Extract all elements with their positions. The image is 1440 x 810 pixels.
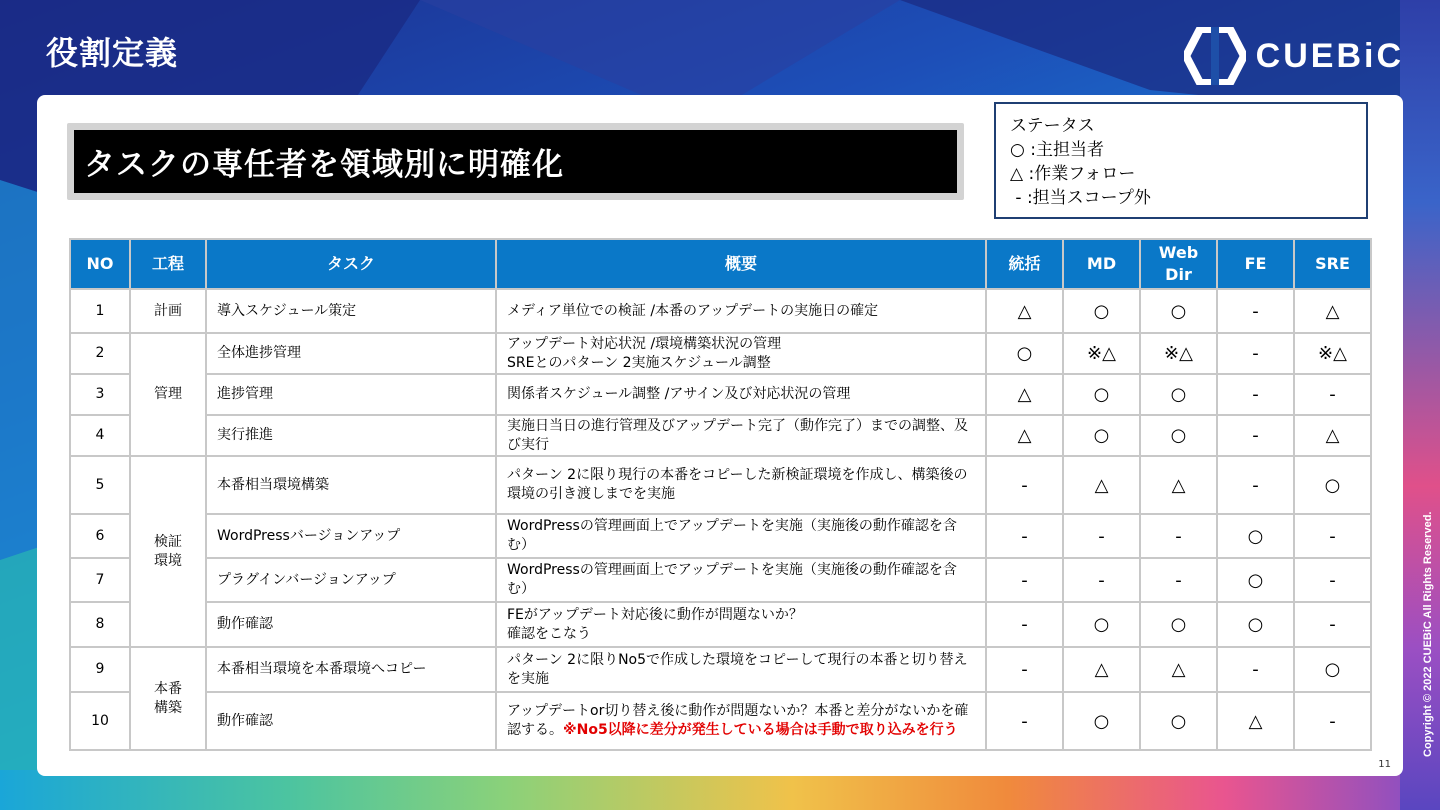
row-no: 10 — [70, 692, 130, 750]
md-status: ‐ — [1063, 558, 1140, 602]
summary-text: アップデートor切り替え後に動作が問題ないか？本番と差分がないかを確認する。 — [507, 703, 969, 738]
summary-cell: パターン 2に限りNo5で作成した環境をコピーして現行の本番と切り替えを実施 — [496, 647, 986, 692]
fe-status: ○ — [1217, 558, 1294, 602]
cuebic-logo-icon — [1184, 27, 1246, 85]
md-status: ○ — [1063, 602, 1140, 647]
table-row — [70, 602, 1371, 647]
lead-status: △ — [986, 289, 1063, 333]
webdir-status: ○ — [1140, 374, 1217, 415]
role-table — [69, 238, 1372, 751]
task-cell: プラグインバージョンアップ — [206, 558, 496, 602]
sre-status: ‐ — [1294, 374, 1371, 415]
task-cell: 導入スケジュール策定 — [206, 289, 496, 333]
fe-status: △ — [1217, 692, 1294, 750]
webdir-status: ‐ — [1140, 558, 1217, 602]
row-no: 3 — [70, 374, 130, 415]
table-row — [70, 415, 1371, 456]
copyright-wrap — [1421, 483, 1439, 769]
summary-cell: WordPressの管理画面上でアップデートを実施（実施後の動作確認を含む） — [496, 558, 986, 602]
row-no: 9 — [70, 647, 130, 692]
task-cell: 本番相当環境を本番環境へコピー — [206, 647, 496, 692]
header-md: MD — [1063, 239, 1140, 289]
process-cell: 本番 構築 — [130, 647, 206, 750]
header-sre: SRE — [1294, 239, 1371, 289]
fe-status: ‐ — [1217, 374, 1294, 415]
status-legend-title: ステータス — [1010, 116, 1095, 136]
header-webdir — [1140, 239, 1217, 289]
process-cell: 管理 — [130, 333, 206, 456]
summary-cell: 実施日当日の進行管理及びアップデート完了（動作完了）までの調整、及び実行 — [496, 415, 986, 456]
task-cell: 進捗管理 — [206, 374, 496, 415]
md-status: ‐ — [1063, 514, 1140, 558]
lead-status: △ — [986, 374, 1063, 415]
webdir-status: △ — [1140, 456, 1217, 514]
summary-cell: メディア単位での検証 /本番のアップデートの実施日の確定 — [496, 289, 986, 333]
lead-status: ○ — [986, 333, 1063, 374]
lead-status: ‐ — [986, 692, 1063, 750]
logo-text: CUEBiC — [1255, 36, 1404, 75]
process-cell: 計画 — [130, 289, 206, 333]
header-fe: FE — [1217, 239, 1294, 289]
row-no: 5 — [70, 456, 130, 514]
fe-status: ‐ — [1217, 333, 1294, 374]
sre-status: ‐ — [1294, 602, 1371, 647]
table-row — [70, 692, 1371, 750]
webdir-status: ○ — [1140, 289, 1217, 333]
status-legend-item-primary: ○ :主担当者 — [1010, 140, 1104, 160]
fe-status: ‐ — [1217, 289, 1294, 333]
row-no: 1 — [70, 289, 130, 333]
md-status: △ — [1063, 456, 1140, 514]
headline: タスクの専任者を領域別に明確化 — [74, 130, 957, 193]
webdir-status: ○ — [1140, 692, 1217, 750]
fe-status: ‐ — [1217, 415, 1294, 456]
header-lead: 統括 — [986, 239, 1063, 289]
fe-status: ‐ — [1217, 647, 1294, 692]
md-status: ○ — [1063, 374, 1140, 415]
row-no: 7 — [70, 558, 130, 602]
status-legend-item-out-of-scope: - :担当スコープ外 — [1010, 188, 1151, 208]
sre-status: ‐ — [1294, 558, 1371, 602]
webdir-status: ‐ — [1140, 514, 1217, 558]
header-no: NO — [70, 239, 130, 289]
webdir-status: △ — [1140, 647, 1217, 692]
content-card — [37, 95, 1403, 776]
table-row — [70, 333, 1371, 374]
webdir-status: ○ — [1140, 415, 1217, 456]
page-number: 11 — [1378, 759, 1391, 770]
lead-status: ‐ — [986, 602, 1063, 647]
lead-status: ‐ — [986, 558, 1063, 602]
webdir-status: ※△ — [1140, 333, 1217, 374]
md-status: ※△ — [1063, 333, 1140, 374]
sre-status: △ — [1294, 415, 1371, 456]
sre-status: ‐ — [1294, 514, 1371, 558]
process-cell: 検証 環境 — [130, 456, 206, 647]
summary-cell: FEがアップデート対応後に動作が問題ないか？ 確認をこなう — [496, 602, 986, 647]
summary-cell: アップデート対応状況 /環境構築状況の管理 SREとのパターン 2実施スケジュール調整 — [496, 333, 986, 374]
webdir-status: ○ — [1140, 602, 1217, 647]
copyright-text: Copyright © 2022 CUEBiC All Rights Reserved. — [1422, 511, 1434, 757]
fe-status: ‐ — [1217, 456, 1294, 514]
summary-cell: パターン 2に限り現行の本番をコピーした新検証環境を作成し、構築後の環境の引き渡しまでを実施 — [496, 456, 986, 514]
md-status: ○ — [1063, 289, 1140, 333]
header-task: タスク — [206, 239, 496, 289]
table-header-row — [70, 239, 1371, 289]
summary-cell: WordPressの管理画面上でアップデートを実施（実施後の動作確認を含む） — [496, 514, 986, 558]
summary-cell: 関係者スケジュール調整 /アサイン及び対応状況の管理 — [496, 374, 986, 415]
status-legend — [994, 102, 1368, 219]
sre-status: ‐ — [1294, 692, 1371, 750]
header-process: 工程 — [130, 239, 206, 289]
header-webdir-label: Web Dir — [1158, 243, 1199, 284]
row-no: 2 — [70, 333, 130, 374]
header-summary: 概要 — [496, 239, 986, 289]
table-row — [70, 374, 1371, 415]
task-cell: 動作確認 — [206, 692, 496, 750]
task-cell: 実行推進 — [206, 415, 496, 456]
status-legend-item-follow: △ :作業フォロー — [1010, 164, 1136, 184]
lead-status: ‐ — [986, 456, 1063, 514]
headline-frame — [67, 123, 964, 200]
table-row — [70, 514, 1371, 558]
row-no: 8 — [70, 602, 130, 647]
lead-status: ‐ — [986, 514, 1063, 558]
row-no: 6 — [70, 514, 130, 558]
table-row — [70, 647, 1371, 692]
background-bottom-band — [0, 770, 1440, 810]
table-row — [70, 456, 1371, 514]
md-status: ○ — [1063, 692, 1140, 750]
page-title: 役割定義 — [46, 34, 179, 72]
table-row — [70, 558, 1371, 602]
lead-status: △ — [986, 415, 1063, 456]
fe-status: ○ — [1217, 514, 1294, 558]
md-status: △ — [1063, 647, 1140, 692]
md-status: ○ — [1063, 415, 1140, 456]
task-cell: 本番相当環境構築 — [206, 456, 496, 514]
fe-status: ○ — [1217, 602, 1294, 647]
sre-status: △ — [1294, 289, 1371, 333]
summary-cell — [496, 692, 986, 750]
row-no: 4 — [70, 415, 130, 456]
task-cell: 全体進捗管理 — [206, 333, 496, 374]
task-cell: 動作確認 — [206, 602, 496, 647]
lead-status: ‐ — [986, 647, 1063, 692]
summary-alert: ※No5以降に差分が発生している場合は手動で取り込みを行う — [563, 722, 958, 738]
sre-status: ※△ — [1294, 333, 1371, 374]
sre-status: ○ — [1294, 456, 1371, 514]
task-cell: WordPressバージョンアップ — [206, 514, 496, 558]
table-row — [70, 289, 1371, 333]
sre-status: ○ — [1294, 647, 1371, 692]
cuebic-logo — [1184, 26, 1404, 86]
